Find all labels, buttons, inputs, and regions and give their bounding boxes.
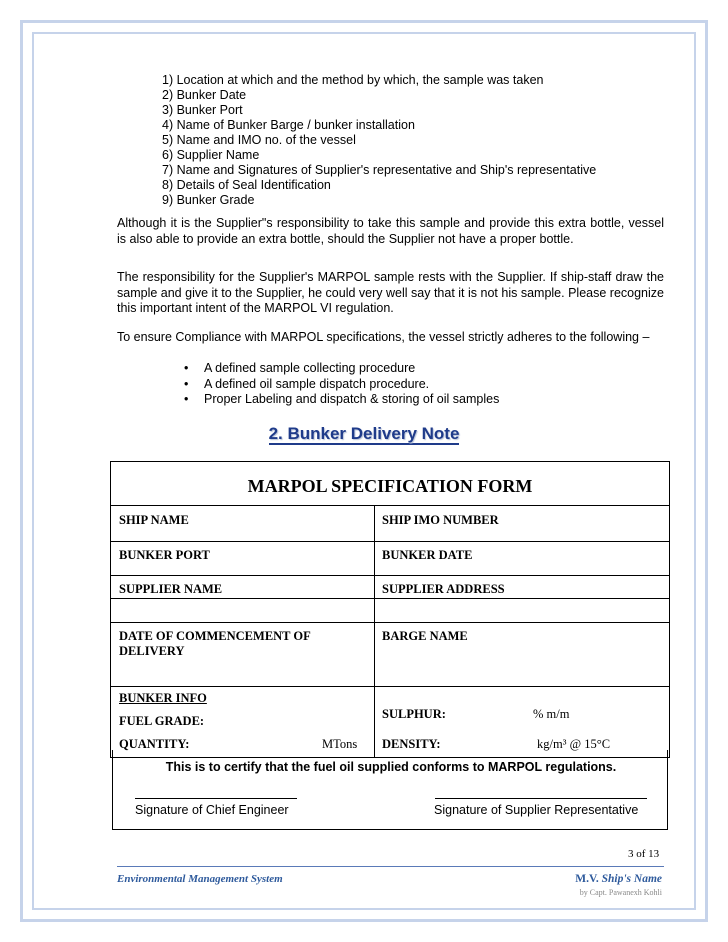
procedure-bullet-list [184, 361, 499, 408]
sulphur-unit: % m/m [533, 707, 570, 721]
list-item: 8) Details of Seal Identification [162, 178, 331, 192]
footer-system-name: Environmental Management System [117, 873, 283, 885]
list-item: 7) Name and Signatures of Supplier's representative and Ship's representative [162, 163, 597, 177]
paragraph-supplier-responsibility: Although it is the Supplier"s responsibility to take this sample and provide this extra bottle, vessel is also able to provide an extra bottle, should the Supplier not have a proper bottle. [117, 216, 664, 246]
form-row-divider [111, 505, 669, 506]
supplier-name-field[interactable]: SUPPLIER NAME [119, 582, 223, 596]
section-heading [0, 424, 728, 444]
supplier-signature-label: Signature of Supplier Representative [434, 803, 639, 817]
form-row-divider [111, 598, 669, 599]
chief-engineer-signature-line[interactable] [135, 798, 297, 799]
footer-vessel-name [575, 873, 662, 885]
fuel-grade-field[interactable]: FUEL GRADE: [119, 714, 205, 728]
bunker-date-field[interactable]: BUNKER DATE [382, 548, 473, 562]
form-column-divider [374, 505, 375, 758]
delivery-commencement-label-line2: DELIVERY [119, 644, 185, 658]
certification-statement: This is to certify that the fuel oil supplied conforms to MARPOL regulations. [165, 760, 617, 774]
quantity-unit: MTons [322, 737, 358, 751]
certification-box [112, 750, 668, 830]
chief-engineer-signature-label: Signature of Chief Engineer [135, 803, 289, 817]
bullet-item: • A defined sample collecting procedure [184, 361, 499, 377]
form-row-divider [111, 686, 669, 687]
bullet-item: • Proper Labeling and dispatch & storing of oil samples [184, 392, 499, 408]
ship-imo-field[interactable]: SHIP IMO NUMBER [382, 513, 499, 527]
bunker-port-field[interactable]: BUNKER PORT [119, 548, 210, 562]
density-field[interactable]: DENSITY: [382, 737, 441, 751]
form-row-divider [111, 575, 669, 576]
delivery-commencement-label-line1: DATE OF COMMENCEMENT OF [119, 629, 311, 643]
form-row-divider [111, 541, 669, 542]
quantity-field[interactable]: QUANTITY: [119, 737, 190, 751]
bunker-info-heading: BUNKER INFO [119, 691, 207, 705]
section-heading-text: 2. Bunker Delivery Note [268, 424, 460, 443]
list-item: 5) Name and IMO no. of the vessel [162, 133, 356, 147]
page-number: 3 of 13 [628, 848, 660, 860]
paragraph-marpol-sample: The responsibility for the Supplier's MARPOL sample rests with the Supplier. If ship-staff draw the sample and give it to the Supplier, he could very well say that it is not his sample. Please recognize this important intent of the MARPOL VI regulation. [117, 270, 664, 315]
sulphur-field[interactable]: SULPHUR: [382, 707, 446, 721]
marpol-specification-form [110, 461, 670, 758]
footer-vessel-ship-name: Ship's Name [601, 873, 662, 885]
form-row-divider [111, 622, 669, 623]
form-title: MARPOL SPECIFICATION FORM [247, 476, 533, 496]
bullet-item: • A defined oil sample dispatch procedure. [184, 377, 499, 393]
list-item: 2) Bunker Date [162, 88, 247, 102]
footer-divider [117, 866, 664, 867]
footer-vessel-prefix: M.V. [575, 873, 602, 885]
paragraph-compliance: To ensure Compliance with MARPOL specifications, the vessel strictly adheres to the following – [117, 330, 650, 344]
density-unit: kg/m³ @ 15°C [537, 737, 611, 751]
list-item: 4) Name of Bunker Barge / bunker installation [162, 118, 415, 132]
supplier-address-field[interactable]: SUPPLIER ADDRESS [382, 582, 505, 596]
supplier-signature-line[interactable] [435, 798, 647, 799]
list-item: 3) Bunker Port [162, 103, 243, 117]
delivery-commencement-field[interactable] [119, 629, 311, 659]
list-item: 1) Location at which and the method by which, the sample was taken [162, 73, 544, 87]
ship-name-field[interactable]: SHIP NAME [119, 513, 189, 527]
list-item: 6) Supplier Name [162, 148, 260, 162]
footer-author: by Capt. Pawanexh Kohli [579, 888, 662, 897]
barge-name-field[interactable]: BARGE NAME [382, 629, 468, 643]
list-item: 9) Bunker Grade [162, 193, 255, 207]
sample-label-list [162, 73, 596, 208]
